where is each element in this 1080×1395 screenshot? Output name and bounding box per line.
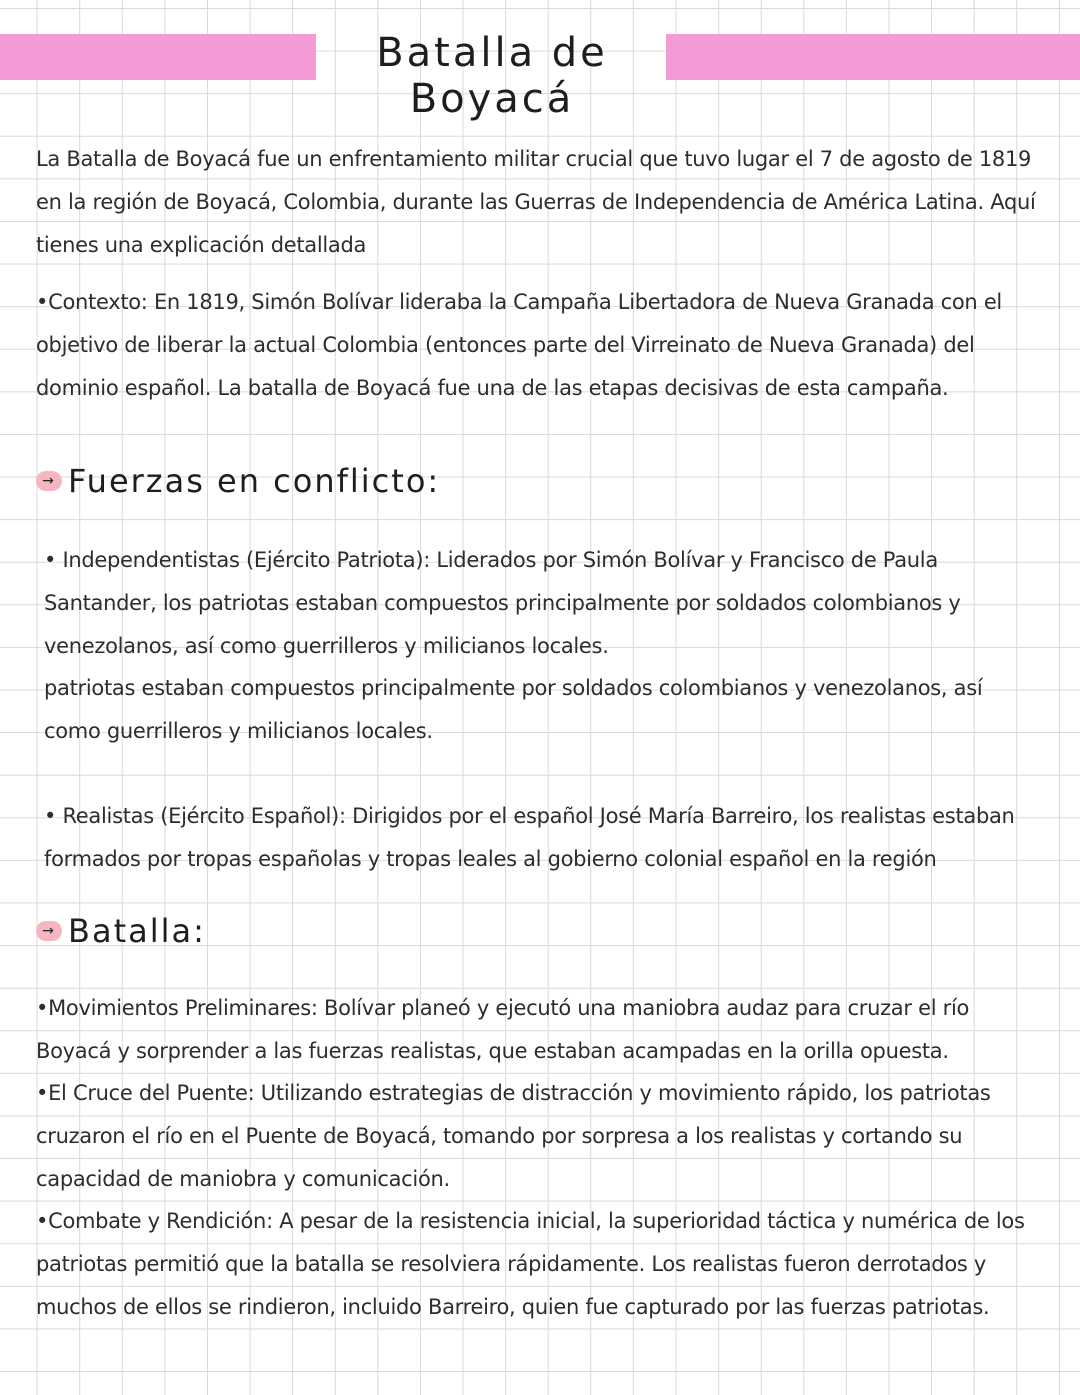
arrow-icon: →	[36, 921, 62, 941]
title-banner-right	[666, 34, 1080, 80]
title-banner-left	[0, 34, 316, 80]
context-paragraph: •Contexto: En 1819, Simón Bolívar lideraba la Campaña Libertadora de Nueva Granada con el objetivo de liberar la actual Colombia (entonces parte del Virreinato de Nueva Granada) del dominio español. La batalla de Boyacá fue una de las etapas decisivas de esta campaña.	[36, 290, 1002, 400]
fuerzas-heading	[36, 462, 440, 500]
movimientos-paragraph: •Movimientos Preliminares: Bolívar planeó y ejecutó una maniobra audaz para cruzar el río Boyacá y sorprender a las fuerzas realistas, que estaban acampadas en la orilla opuesta.	[36, 996, 970, 1063]
cruce-paragraph: •El Cruce del Puente: Utilizando estrategias de distracción y movimiento rápido, los patriotas cruzaron el río en el Puente de Boyacá, tomando por sorpresa a los realistas y cortando su capacidad de maniobra y comunicación.	[36, 1081, 991, 1191]
independentistas-repeat-paragraph: patriotas estaban compuestos principalmente por soldados colombianos y venezolanos, así como guerrilleros y milicianos locales.	[44, 676, 983, 743]
batalla-heading-text: Batalla:	[68, 912, 206, 950]
combate-paragraph: •Combate y Rendición: A pesar de la resistencia inicial, la superioridad táctica y numérica de los patriotas permitió que la batalla se resolviera rápidamente. Los realistas fueron derrotados y muchos de ellos se rindieron, incluido Barreiro, quien fue capturado por las fuerzas patriotas.	[36, 1209, 1025, 1319]
arrow-icon: →	[36, 471, 62, 491]
fuerzas-heading-text: Fuerzas en conflicto:	[68, 462, 441, 500]
independentistas-paragraph: • Independentistas (Ejército Patriota): Liderados por Simón Bolívar y Francisco de Paula Santander, los patriotas estaban compuestos principalmente por soldados colombianos y venezolanos, así como guerrilleros y milicianos locales.	[44, 548, 961, 658]
batalla-heading	[36, 912, 206, 950]
intro-paragraph: La Batalla de Boyacá fue un enfrentamiento militar crucial que tuvo lugar el 7 de agosto de 1819 en la región de Boyacá, Colombia, durante las Guerras de Independencia de América Latina. Aquí tienes una explicación detallada	[36, 147, 1036, 257]
page-title: Batalla de Boyacá	[376, 30, 608, 122]
realistas-paragraph: • Realistas (Ejército Español): Dirigidos por el español José María Barreiro, los realistas estaban formados por tropas españolas y tropas leales al gobierno colonial español en la región	[44, 804, 1015, 871]
